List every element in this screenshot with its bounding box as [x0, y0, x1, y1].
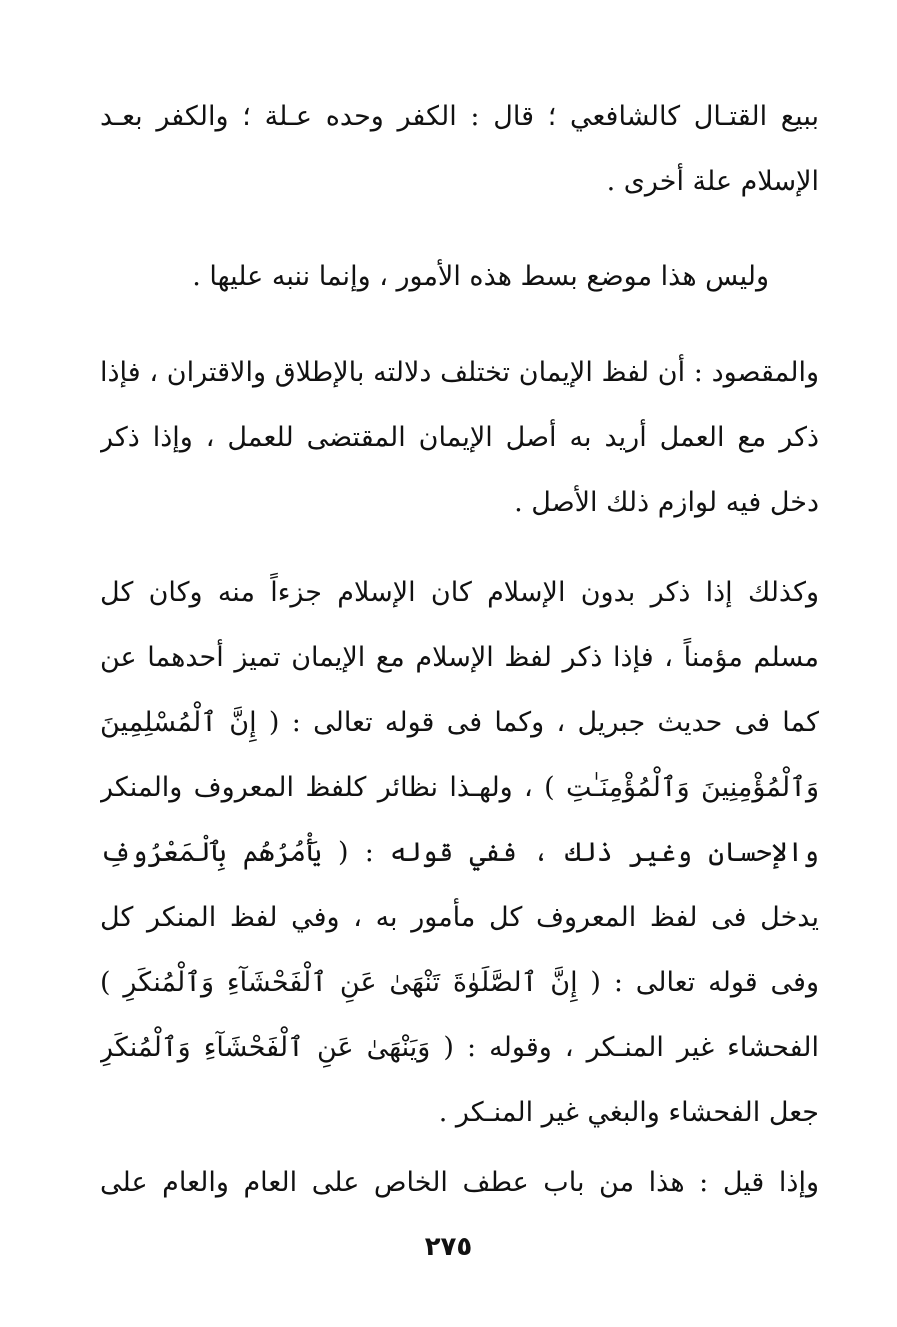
text-line: كما فى حديث جبريل ، وكما فى قوله تعالى : ( إِنَّ ٱلْمُسْلِمِينَ — [100, 707, 819, 738]
paragraph — [100, 560, 819, 1145]
paragraph — [100, 84, 819, 214]
text-line: ببيع القتـال كالشافعي ؛ قال : الكفر وحده عـلة ؛ والكفر بعـد — [100, 101, 819, 132]
text-line: وإذا قيل : هذا من باب عطف الخاص على العام والعام على — [100, 1167, 819, 1198]
paragraph — [100, 1150, 819, 1215]
text-line: دخل فيه لوازم ذلك الأصل . — [514, 487, 819, 518]
text-line: وليس هذا موضع بسط هذه الأمور ، وإنما ننبه عليها . — [192, 261, 769, 292]
text-line: والإحسان وغير ذلك ، ففي قوله : ( يَأْمُرُهُم بِٱلْمَعْرُوفِ — [100, 837, 819, 868]
paragraph — [100, 244, 819, 309]
text-line: يدخل فى لفظ المعروف كل مأمور به ، وفي لفظ المنكر كل — [100, 902, 819, 933]
text-line: وَٱلْمُؤْمِنِينَ وَٱلْمُؤْمِنَـٰتِ ) ، ولهـذا نظائر كلفظ المعروف والمنكر — [100, 772, 819, 803]
text-line: والمقصود : أن لفظ الإيمان تختلف دلالته بالإطلاق والاقتران ، فإذا — [100, 357, 819, 388]
text-line: جعل الفحشاء والبغي غير المنـكر . — [438, 1097, 819, 1128]
text-line: ذكر مع العمل أريد به أصل الإيمان المقتضى للعمل ، وإذا ذكر — [100, 422, 819, 453]
paragraph — [100, 340, 819, 535]
text-line: وكذلك إذا ذكر بدون الإسلام كان الإسلام جزءاً منه وكان كل — [100, 577, 819, 608]
text-line: الفحشاء غير المنـكر ، وقوله : ( وَيَنْهَىٰ عَنِ ٱلْفَحْشَآءِ وَٱلْمُنكَرِ — [100, 1032, 819, 1063]
page-number: ٢٧٥ — [424, 1232, 473, 1262]
text-line: مسلم مؤمناً ، فإذا ذكر لفظ الإسلام مع الإيمان تميز أحدهما عن — [100, 642, 819, 673]
text-line: وفى قوله تعالى : ( إِنَّ ٱلصَّلَوٰةَ تَنْهَىٰ عَنِ ٱلْفَحْشَآءِ وَٱلْمُنكَرِ ) — [100, 967, 819, 998]
text-line: الإسلام علة أخرى . — [606, 166, 819, 197]
